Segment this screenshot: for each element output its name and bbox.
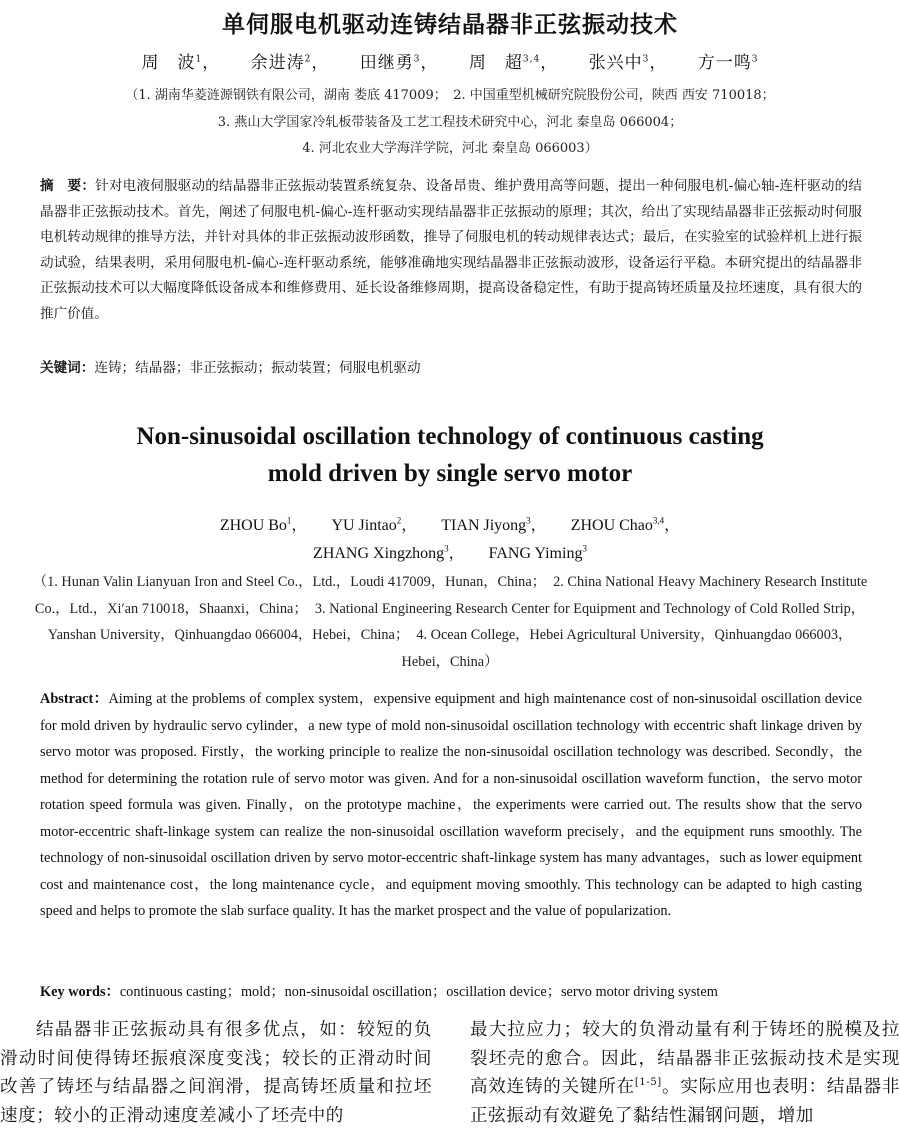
- cn-affiliation-line: （1. 湖南华菱涟源钢铁有限公司，湖南 娄底 417009； 2. 中国重型机械研究院股份公司，陕西 西安 710018；: [125, 88, 775, 103]
- chinese-title: 单伺服电机驱动连铸结晶器非正弦振动技术: [222, 12, 678, 38]
- cn-affiliation-line: 4. 河北农业大学海洋学院，河北 秦皇岛 066003）: [302, 141, 598, 156]
- cn-author: 田继勇$^3$，: [359, 53, 439, 73]
- chinese-authors: [0, 48, 900, 73]
- citation-ref[interactable]: [1-5]: [634, 1077, 662, 1089]
- cn-author: 余进涛$^2$，: [250, 53, 330, 73]
- cn-author: 张兴中$^3$，: [588, 53, 668, 73]
- english-keywords: [40, 981, 718, 1001]
- english-abstract: [40, 686, 862, 925]
- english-title: [0, 418, 900, 492]
- cn-author: 周 波$^1$，: [141, 53, 221, 73]
- cn-author: 方一鸣$^3$: [697, 53, 759, 73]
- en-author: YU Jintao$^2$，: [331, 515, 418, 534]
- en-author: FANG Yiming$^3$: [488, 543, 587, 562]
- abstract-text: Aiming at the problems of complex system，expensive equipment and high maintenance cost of non-sinusoidal oscillation device for mold driven by hydraulic servo cylinder，a new type of mold non-sinusoidal oscillation technology with eccentric shaft linkage driven by servo motor was proposed. Firstly，the working principle to realize the non-sinusoidal oscillation technology was described. Secondly，the method for determining the rotation rule of servo motor was given. And for a non-sinusoidal oscillation waveform function，the servo motor rotation speed formula was given. Finally，on the prototype machine，the experiments were carried out. The results show that the servo motor-eccentric shaft-linkage system can realize the non-sinusoidal oscillation waveform precisely，and the equipment runs smoothly. The technology of non-sinusoidal oscillation driven by servo motor-eccentric shaft-linkage system has many advantages，such as lower equipment cost and maintenance cost，the long maintenance cycle，and equipment moving smoothly. This technology can be adapted to high casting speed and helps to promote the slab surface quality. It has the market prospect and the value of popularization.: [40, 691, 862, 919]
- keywords-text: continuous casting；mold；non-sinusoidal oscillation；oscillation device；servo motor driving system: [119, 984, 718, 1000]
- english-title-line: mold driven by single servo motor: [267, 460, 633, 487]
- keywords-label: Key words：: [40, 984, 120, 1000]
- english-authors: [0, 512, 900, 568]
- keywords-text: 连铸；结晶器；非正弦振动；振动装置；伺服电机驱动: [94, 360, 421, 376]
- cn-affiliation-line: 3. 燕山大学国家冷轧板带装备及工艺工程技术研究中心，河北 秦皇岛 066004；: [217, 115, 683, 130]
- chinese-abstract: [40, 174, 862, 327]
- keywords-label: 关键词：: [40, 360, 95, 376]
- abstract-text: 针对电液伺服驱动的结晶器非正弦振动装置系统复杂、设备昂贵、维护费用高等问题，提出一种伺服电机-偏心轴-连杆驱动的结晶器非正弦振动技术。首先，阐述了伺服电机-偏心-连杆驱动实现结晶器非正弦振动的原理；其次，给出了实现结晶器非正弦振动时伺服电机转动规律的推导方法，并针对具体的非正弦振动波形函数，推导了伺服电机的转动规律表达式；最后，在实验室的试验样机上进行振动试验，结果表明，采用伺服电机-偏心-连杆驱动系统，能够准确地实现结晶器非正弦振动波形，设备运行平稳。本研究提出的结晶器非正弦振动技术可以大幅度降低设备成本和维修费用、延长设备维修周期，提高设备稳定性，有助于提高铸坯质量及拉坯速度，具有很大的推广价值。: [40, 178, 862, 322]
- english-authors-line: [0, 540, 900, 568]
- en-author: TIAN Jiyong$^3$，: [441, 515, 547, 534]
- en-author: ZHOU Chao$^{3,4}$，: [570, 515, 681, 534]
- body-text-right-column: 最大拉应力；较大的负滑动量有利于铸坯的脱模及拉裂坯壳的愈合。因此，结晶器非正弦振动技术是实现高效连铸的关键所在[1-5]。实际应用也表明：结晶器非正弦振动有效避免了黏结性漏钢问题，增加: [470, 1020, 900, 1126]
- en-author: ZHANG Xingzhong$^3$，: [313, 543, 465, 562]
- en-author: ZHOU Bo$^1$，: [219, 515, 308, 534]
- cn-author: 周 超$^{3,4}$，: [468, 53, 559, 73]
- english-authors-line: [0, 512, 900, 540]
- abstract-label: 摘 要：: [40, 178, 96, 194]
- chinese-keywords: [40, 356, 421, 376]
- english-title-line: Non-sinusoidal oscillation technology of continuous casting: [136, 423, 764, 450]
- english-affiliations: （1. Hunan Valin Lianyuan Iron and Steel Co.，Ltd.，Loudi 417009，Hunan，China； 2. China National Heavy Machinery Research Institute Co.，Ltd.，Xi′an 710018，Shaanxi，China； 3. National Engineering Research Center for Equipment and Technology of Cold Rolled Strip，Yanshan University，Qinhuangdao 066004，Hebei，China； 4. Ocean College，Hebei Agricultural University，Qinhuangdao 066003，Hebei，China）: [32, 574, 868, 670]
- abstract-label: Abstract：: [40, 691, 109, 707]
- body-text-left-column: 结晶器非正弦振动具有很多优点，如：较短的负滑动时间使得铸坯振痕深度变浅；较长的正滑动时间改善了铸坯与结晶器之间润滑，提高铸坯质量和拉坯速度；较小的正滑动速度差减小了坯壳中的: [0, 1020, 432, 1126]
